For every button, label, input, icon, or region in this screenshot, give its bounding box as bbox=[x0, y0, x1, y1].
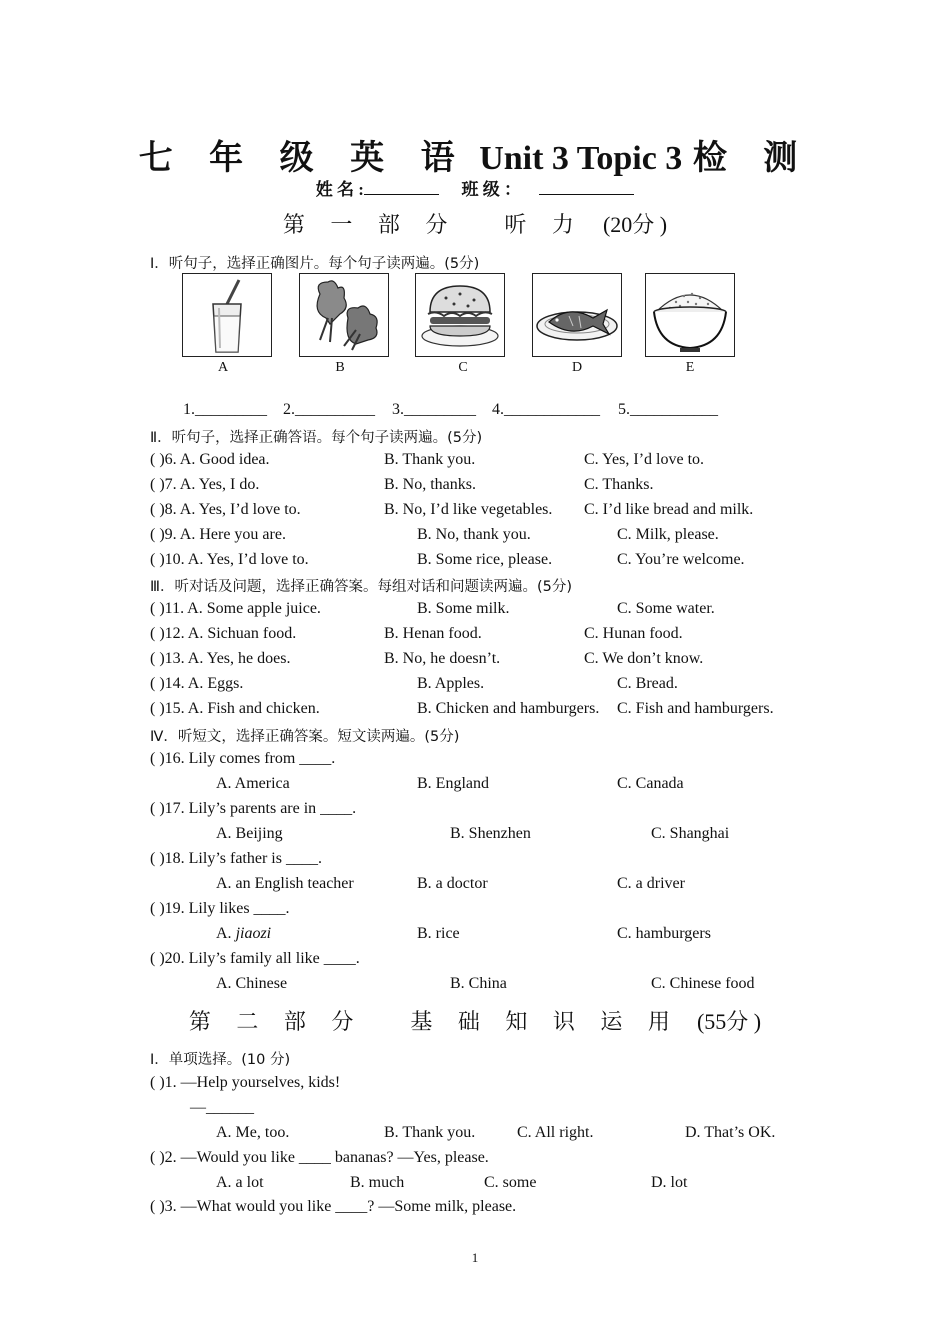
option-c: C. Yes, I’d love to. bbox=[584, 451, 705, 468]
answer-blank[interactable]: 5.___________ bbox=[618, 401, 718, 418]
option-c: C. Some water. bbox=[617, 600, 715, 617]
question-stem: ( )18. Lily’s father is ____. bbox=[150, 850, 322, 867]
picture-d bbox=[532, 273, 622, 357]
part1-title: 第 一 部 分 bbox=[282, 212, 458, 237]
option-b: B. Thank you. bbox=[384, 451, 476, 468]
option-c: C. Fish and hamburgers. bbox=[617, 700, 774, 717]
question-stem: ( )3. —What would you like ____? —Some milk, please. bbox=[150, 1198, 517, 1215]
question-stem: ( )1. —Help yourselves, kids! bbox=[150, 1074, 341, 1091]
option-b: B. rice bbox=[417, 925, 460, 942]
question-stem: ( )11. A. Some apple juice. bbox=[150, 600, 321, 617]
option-a: A. Me, too. bbox=[216, 1124, 290, 1141]
section1-heading: Ⅰ．听句子，选择正确图片。每个句子读两遍。(5分) bbox=[150, 256, 480, 272]
option-c: C. hamburgers bbox=[617, 925, 711, 942]
option-b: B. No, I’d like vegetables. bbox=[384, 501, 553, 518]
question-stem: ( )13. A. Yes, he does. bbox=[150, 650, 291, 667]
question-stem: ( )16. Lily comes from ____. bbox=[150, 750, 336, 767]
option-c: C. We don’t know. bbox=[584, 650, 704, 667]
option-b: B. Henan food. bbox=[384, 625, 482, 642]
option-b: B. Some rice, please. bbox=[417, 551, 553, 568]
option-a: A. Beijing bbox=[216, 825, 283, 842]
answer-blank[interactable]: 1._________ bbox=[183, 401, 267, 418]
part1-score: (20分 ) bbox=[602, 212, 668, 237]
picture-c bbox=[415, 273, 505, 357]
name-label: 姓 名 : bbox=[315, 180, 364, 199]
picture-a bbox=[182, 273, 272, 357]
option-c: C. a driver bbox=[617, 875, 685, 892]
picture-label: C bbox=[458, 360, 468, 375]
option-d: D. lot bbox=[651, 1174, 688, 1191]
page-number: 1 bbox=[471, 1250, 479, 1265]
fish-dish-icon bbox=[533, 274, 621, 356]
option-b: B. Some milk. bbox=[417, 600, 510, 617]
option-b: B. a doctor bbox=[417, 875, 488, 892]
option-b: B. China bbox=[450, 975, 507, 992]
name-class-row bbox=[0, 175, 950, 200]
picture-label: A bbox=[217, 360, 229, 375]
part2-section1-heading: Ⅰ．单项选择。(10 分) bbox=[150, 1052, 291, 1068]
option-a-prefix: A. bbox=[216, 925, 232, 942]
class-blank[interactable] bbox=[539, 180, 634, 195]
question-stem: ( )2. —Would you like ____ bananas? —Yes, please. bbox=[150, 1149, 489, 1166]
vegetables-icon bbox=[300, 274, 388, 356]
option-c: C. Hunan food. bbox=[584, 625, 683, 642]
option-c: C. Shanghai bbox=[651, 825, 730, 842]
option-b: B. Shenzhen bbox=[450, 825, 531, 842]
question-stem: ( )19. Lily likes ____. bbox=[150, 900, 290, 917]
question-stem: ( )7. A. Yes, I do. bbox=[150, 476, 260, 493]
option-d: D. That’s OK. bbox=[685, 1124, 776, 1141]
option-a: A. Chinese bbox=[216, 975, 288, 992]
option-c: C. Chinese food bbox=[651, 975, 755, 992]
option-b: B. Thank you. bbox=[384, 1124, 476, 1141]
question-stem: ( )9. A. Here you are. bbox=[150, 526, 286, 543]
part2-header bbox=[0, 1005, 950, 1036]
option-c: C. I’d like bread and milk. bbox=[584, 501, 754, 518]
question-stem: ( )6. A. Good idea. bbox=[150, 451, 270, 468]
answer-blank[interactable]: 2.__________ bbox=[283, 401, 375, 418]
question-stem: ( )17. Lily’s parents are in ____. bbox=[150, 800, 357, 817]
class-label: 班 级 ： bbox=[461, 180, 521, 199]
title-en: Unit 3 Topic 3 bbox=[479, 140, 683, 177]
title-cn-prefix: 七 年 级 英 语 bbox=[138, 140, 469, 177]
name-blank[interactable] bbox=[364, 180, 439, 195]
option-c: C. Thanks. bbox=[584, 476, 654, 493]
picture-label: E bbox=[685, 360, 695, 375]
option-c: C. Milk, please. bbox=[617, 526, 719, 543]
page-title bbox=[0, 130, 950, 179]
question-stem: ( )12. A. Sichuan food. bbox=[150, 625, 297, 642]
question-stem: ( )14. A. Eggs. bbox=[150, 675, 244, 692]
section2-heading: Ⅱ．听句子，选择正确答语。每个句子读两遍。(5分) bbox=[150, 430, 483, 446]
title-cn-suffix: 检 测 bbox=[692, 140, 812, 177]
rice-bowl-icon bbox=[646, 274, 734, 356]
question-stem: ( )8. A. Yes, I’d love to. bbox=[150, 501, 301, 518]
section4-heading: Ⅳ．听短文，选择正确答案。短文读两遍。(5分) bbox=[150, 729, 460, 745]
option-c: C. All right. bbox=[517, 1124, 594, 1141]
picture-label: D bbox=[571, 360, 583, 375]
option-a: A. America bbox=[216, 775, 290, 792]
option-b: B. Chicken and hamburgers. bbox=[417, 700, 600, 717]
part2-title: 第 二 部 分 bbox=[188, 1009, 364, 1034]
picture-label: B bbox=[335, 360, 345, 375]
option-a: A. a lot bbox=[216, 1174, 264, 1191]
option-c: C. You’re welcome. bbox=[617, 551, 745, 568]
question-stem: ( )15. A. Fish and chicken. bbox=[150, 700, 320, 717]
option-b: B. No, he doesn’t. bbox=[384, 650, 501, 667]
option-c: C. Canada bbox=[617, 775, 684, 792]
option-b: B. No, thank you. bbox=[417, 526, 531, 543]
option-b: B. much bbox=[350, 1174, 405, 1191]
section3-heading: Ⅲ．听对话及问题，选择正确答案。每组对话和问题读两遍。(5分) bbox=[150, 579, 573, 595]
picture-e bbox=[645, 273, 735, 357]
part2-score: (55分 ) bbox=[696, 1009, 762, 1034]
part2-subject: 基 础 知 识 运 用 bbox=[410, 1009, 680, 1034]
option-a: A. an English teacher bbox=[216, 875, 354, 892]
option-c: C. Bread. bbox=[617, 675, 678, 692]
option-b: B. England bbox=[417, 775, 489, 792]
part1-subject: 听 力 bbox=[504, 212, 584, 237]
part1-header bbox=[0, 208, 950, 239]
option-c: C. some bbox=[484, 1174, 537, 1191]
picture-b bbox=[299, 273, 389, 357]
option-a bbox=[216, 925, 271, 943]
question-reply: —______ bbox=[190, 1099, 254, 1116]
milk-glass-icon bbox=[183, 274, 271, 356]
answer-blank[interactable]: 4.____________ bbox=[492, 401, 600, 418]
answer-blank[interactable]: 3._________ bbox=[392, 401, 476, 418]
option-b: B. Apples. bbox=[417, 675, 485, 692]
hamburger-icon bbox=[416, 274, 504, 356]
question-stem: ( )10. A. Yes, I’d love to. bbox=[150, 551, 309, 568]
option-a-italic: jiaozi bbox=[235, 925, 272, 942]
question-stem: ( )20. Lily’s family all like ____. bbox=[150, 950, 360, 967]
option-b: B. No, thanks. bbox=[384, 476, 476, 493]
